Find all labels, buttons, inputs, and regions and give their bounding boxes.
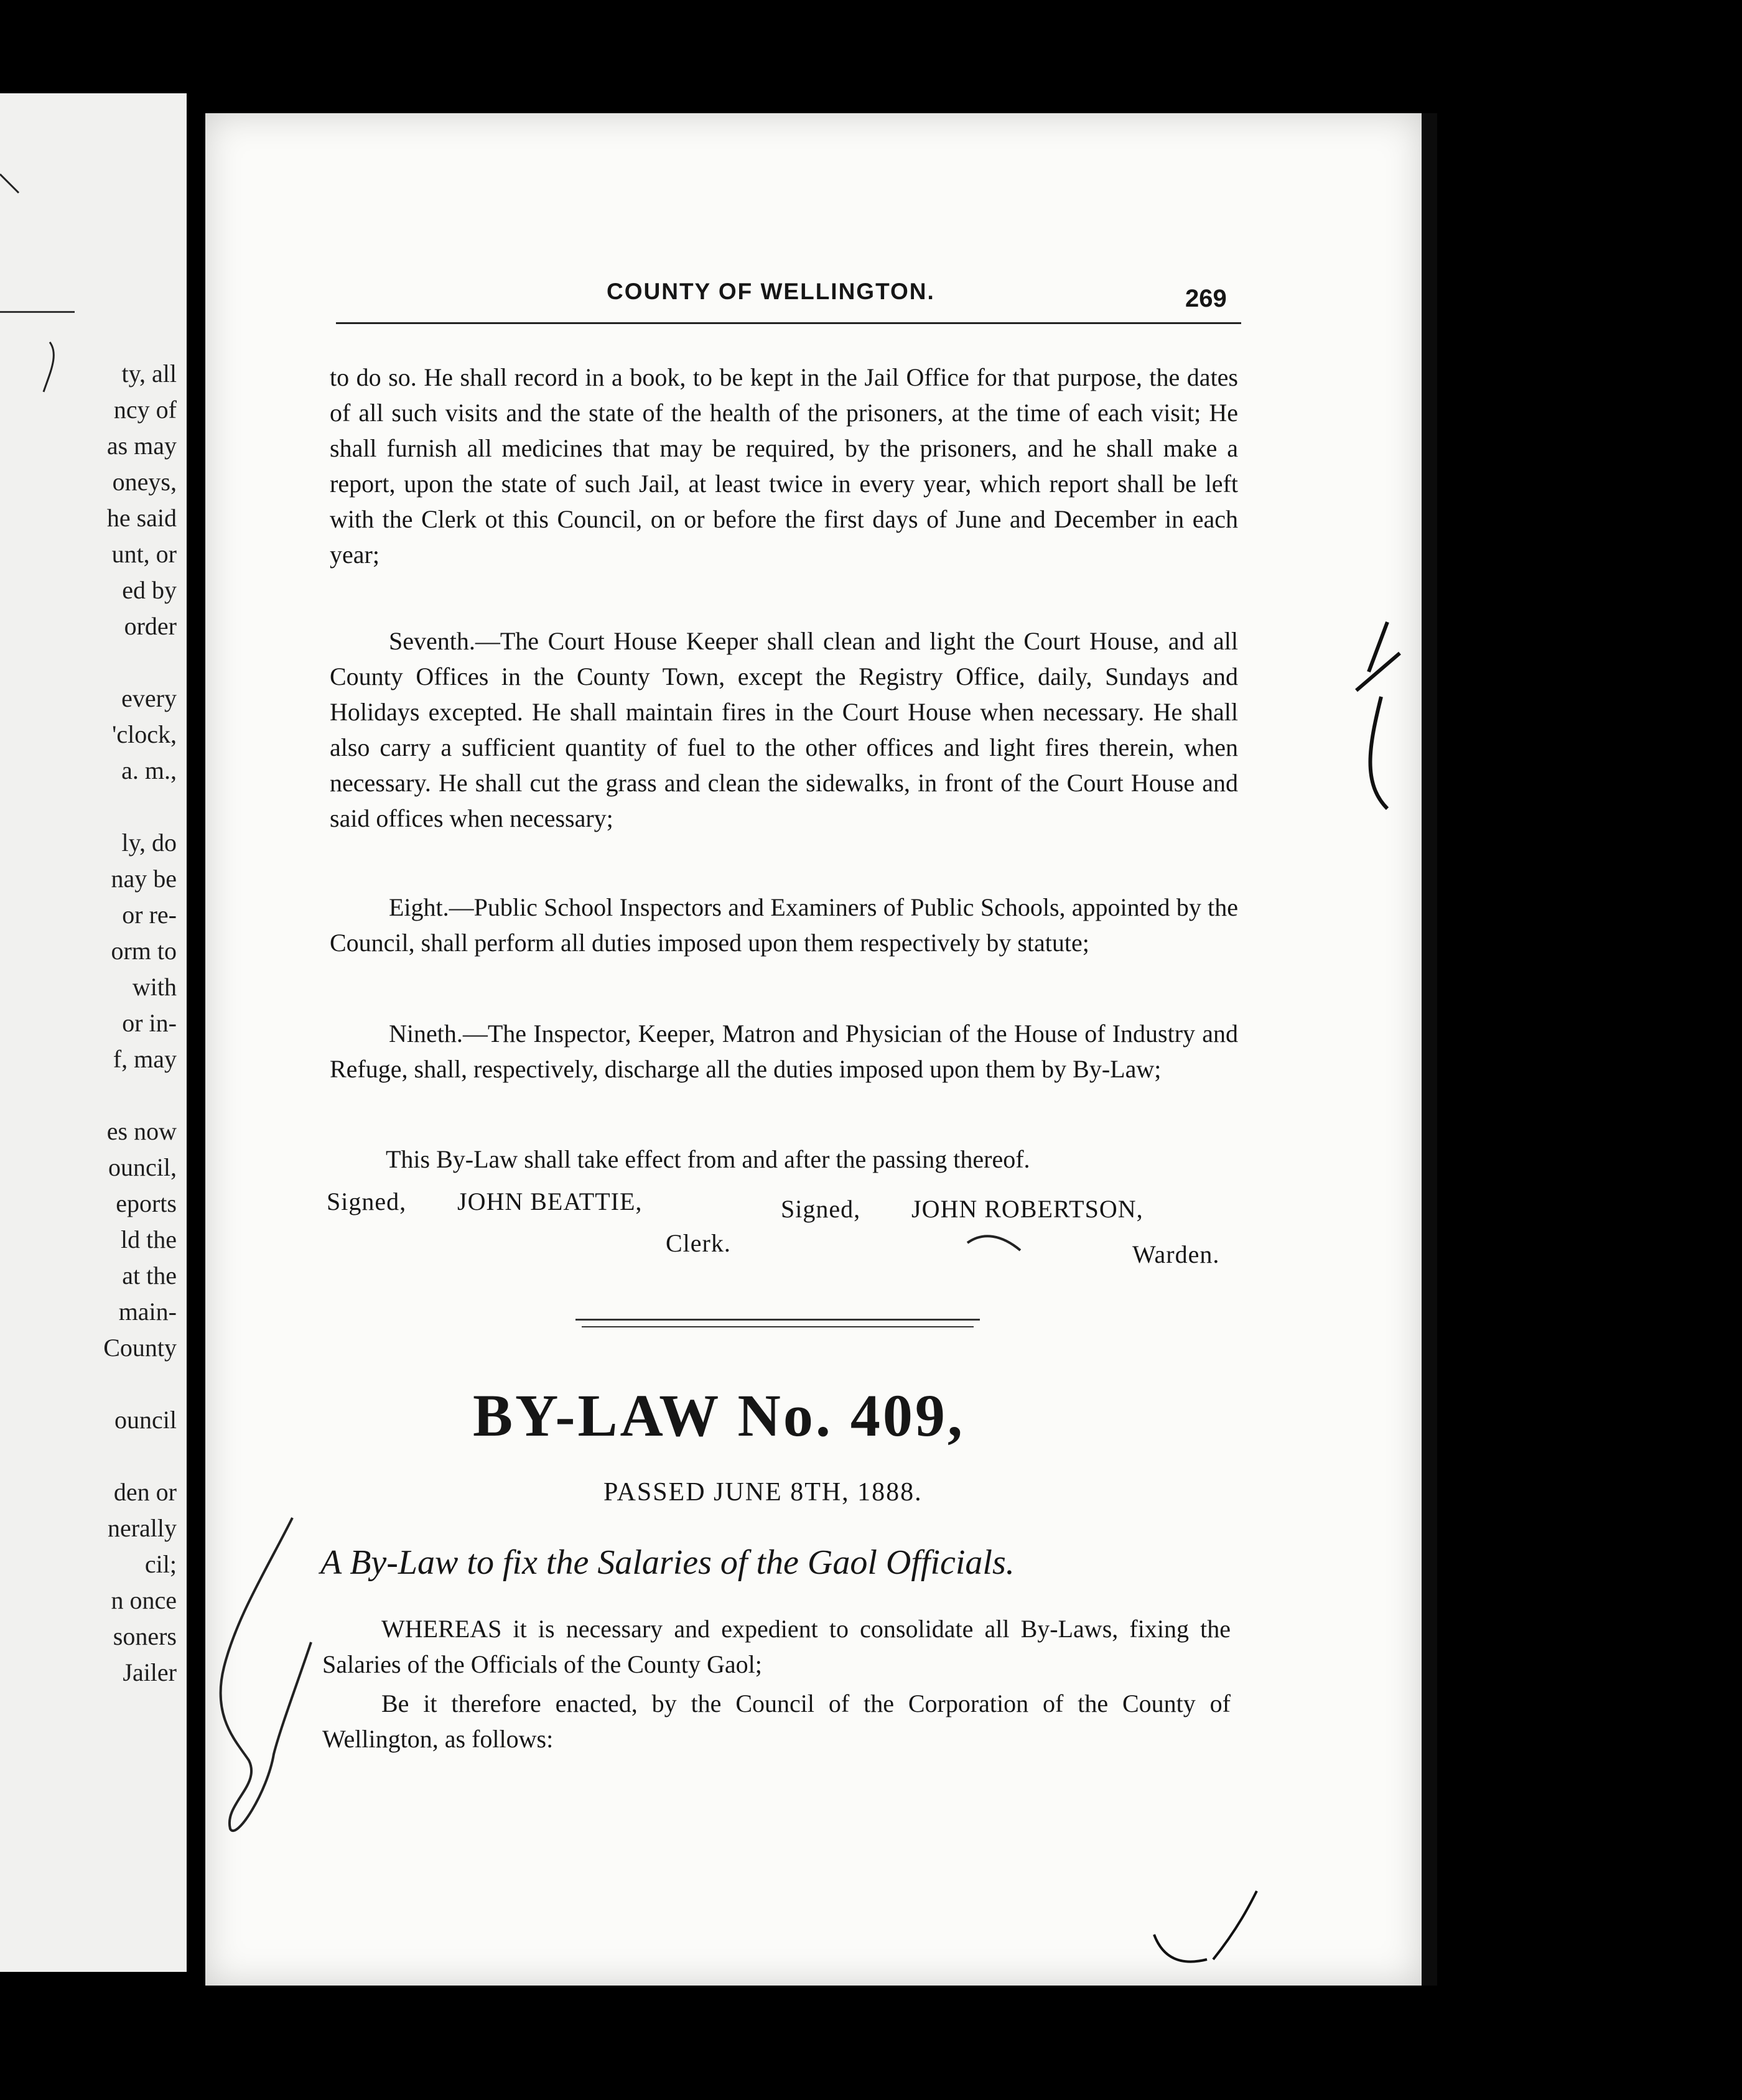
left-page-line: a. m., — [121, 756, 177, 784]
page-number: 269 — [1185, 285, 1227, 312]
left-page-line: order — [124, 612, 177, 640]
left-page-line: orm to — [111, 937, 177, 965]
paragraph-physician: to do so. He shall record in a book, to be kept in the Jail Office for that purpose, the dates of all such visits and the state of the health of the prisoners, at the time of each visit; He shall furnish all medicines that may be required, by the prisoners, and he shall make a report, upon the state of such Jail, at least twice in every year, which report shall be left with the Clerk ot this Council, on or before the first days of June and December in each year; — [330, 363, 1238, 569]
left-page-line: ouncil — [114, 1406, 177, 1434]
left-corner-mark — [0, 174, 19, 193]
left-margin-mark — [44, 342, 54, 392]
paragraph-ninth: Nineth.—The Inspector, Keeper, Matron and Physician of the House of Industry and Refuge, shall, respectively, discharge all the duties imposed upon them by By-Law; — [330, 1020, 1238, 1083]
left-page-line: as may — [106, 432, 177, 460]
left-page-line: with — [132, 973, 177, 1001]
left-page-line: main- — [118, 1298, 177, 1326]
left-page-line: at the — [122, 1261, 177, 1289]
left-page-line: cil; — [144, 1550, 177, 1578]
enacting-clause: Be it therefore enacted, by the Council of the Corporation of the County of Wellington, as follows: — [322, 1689, 1231, 1753]
warden-name: JOHN ROBERTSON, — [911, 1195, 1143, 1223]
left-page-line: ld the — [121, 1225, 177, 1253]
signed-label-left: Signed, — [327, 1187, 407, 1215]
paragraph-eighth: Eight.—Public School Inspectors and Examiners of Public Schools, appointed by the Council, shall perform all duties imposed upon them respectively by statute; — [330, 893, 1238, 957]
clerk-title: Clerk. — [666, 1229, 731, 1257]
left-page-line: oneys, — [112, 468, 177, 496]
whereas-clause: WHEREAS it is necessary and expedient to consolidate all By-Laws, fixing the Salaries of the Officials of the County Gaol; — [322, 1615, 1231, 1678]
left-page-line: ouncil, — [108, 1153, 177, 1181]
left-page-line: ed by — [122, 576, 177, 604]
paragraph-seventh: Seventh.—The Court House Keeper shall clean and light the Court House, and all County Offices in the County Town, except the Registry Office, daily, Sundays and Holidays excepted. He shall maintain fires in the Court House when necessary. He shall also carry a sufficient quantity of fuel to the other offices and light fires therein, when necessary. He shall cut the grass and clean the sidewalks, in front of the Court House and said offices when necessary; — [330, 627, 1238, 832]
left-page-line: or re- — [122, 901, 177, 929]
left-page-line: soners — [113, 1622, 177, 1650]
left-page-line: eports — [116, 1189, 177, 1217]
running-header-title: COUNTY OF WELLINGTON. — [607, 279, 935, 304]
signature-flourish — [967, 1236, 1020, 1250]
left-page-line: nay be — [111, 865, 177, 893]
left-page-line: unt, or — [111, 540, 177, 568]
left-page-line: every — [121, 684, 177, 712]
left-page-line: es now — [106, 1117, 177, 1145]
left-page-line: ly, do — [121, 829, 177, 857]
margin-scribble-bracket — [221, 1518, 311, 1831]
left-page-line: 'clock, — [112, 720, 177, 748]
corner-scribble — [1154, 1891, 1257, 1962]
passed-date: PASSED JUNE 8TH, 1888. — [603, 1478, 923, 1507]
effect-clause: This By-Law shall take effect from and after the passing thereof. — [386, 1145, 1030, 1173]
left-page-line: ncy of — [113, 396, 177, 424]
bylaw-heading: BY-LAW No. 409, — [473, 1382, 965, 1449]
bylaw-subtitle: A By-Law to fix the Salaries of the Gaol Officials. — [320, 1543, 1015, 1582]
left-page-line: he said — [106, 504, 177, 532]
margin-scribble-right — [1356, 622, 1400, 809]
left-page-line: den or — [113, 1478, 177, 1506]
left-page-line: ty, all — [121, 360, 177, 388]
warden-title: Warden. — [1132, 1240, 1220, 1268]
left-page-line: or in- — [122, 1009, 177, 1037]
left-page-line: County — [103, 1334, 177, 1362]
left-page-line: f, may — [113, 1045, 177, 1073]
left-page-line: n once — [111, 1586, 177, 1614]
left-page-line: Jailer — [123, 1658, 177, 1686]
clerk-name: JOHN BEATTIE, — [457, 1187, 643, 1215]
left-page-line: nerally — [107, 1514, 177, 1542]
signed-label-right: Signed, — [781, 1195, 861, 1223]
